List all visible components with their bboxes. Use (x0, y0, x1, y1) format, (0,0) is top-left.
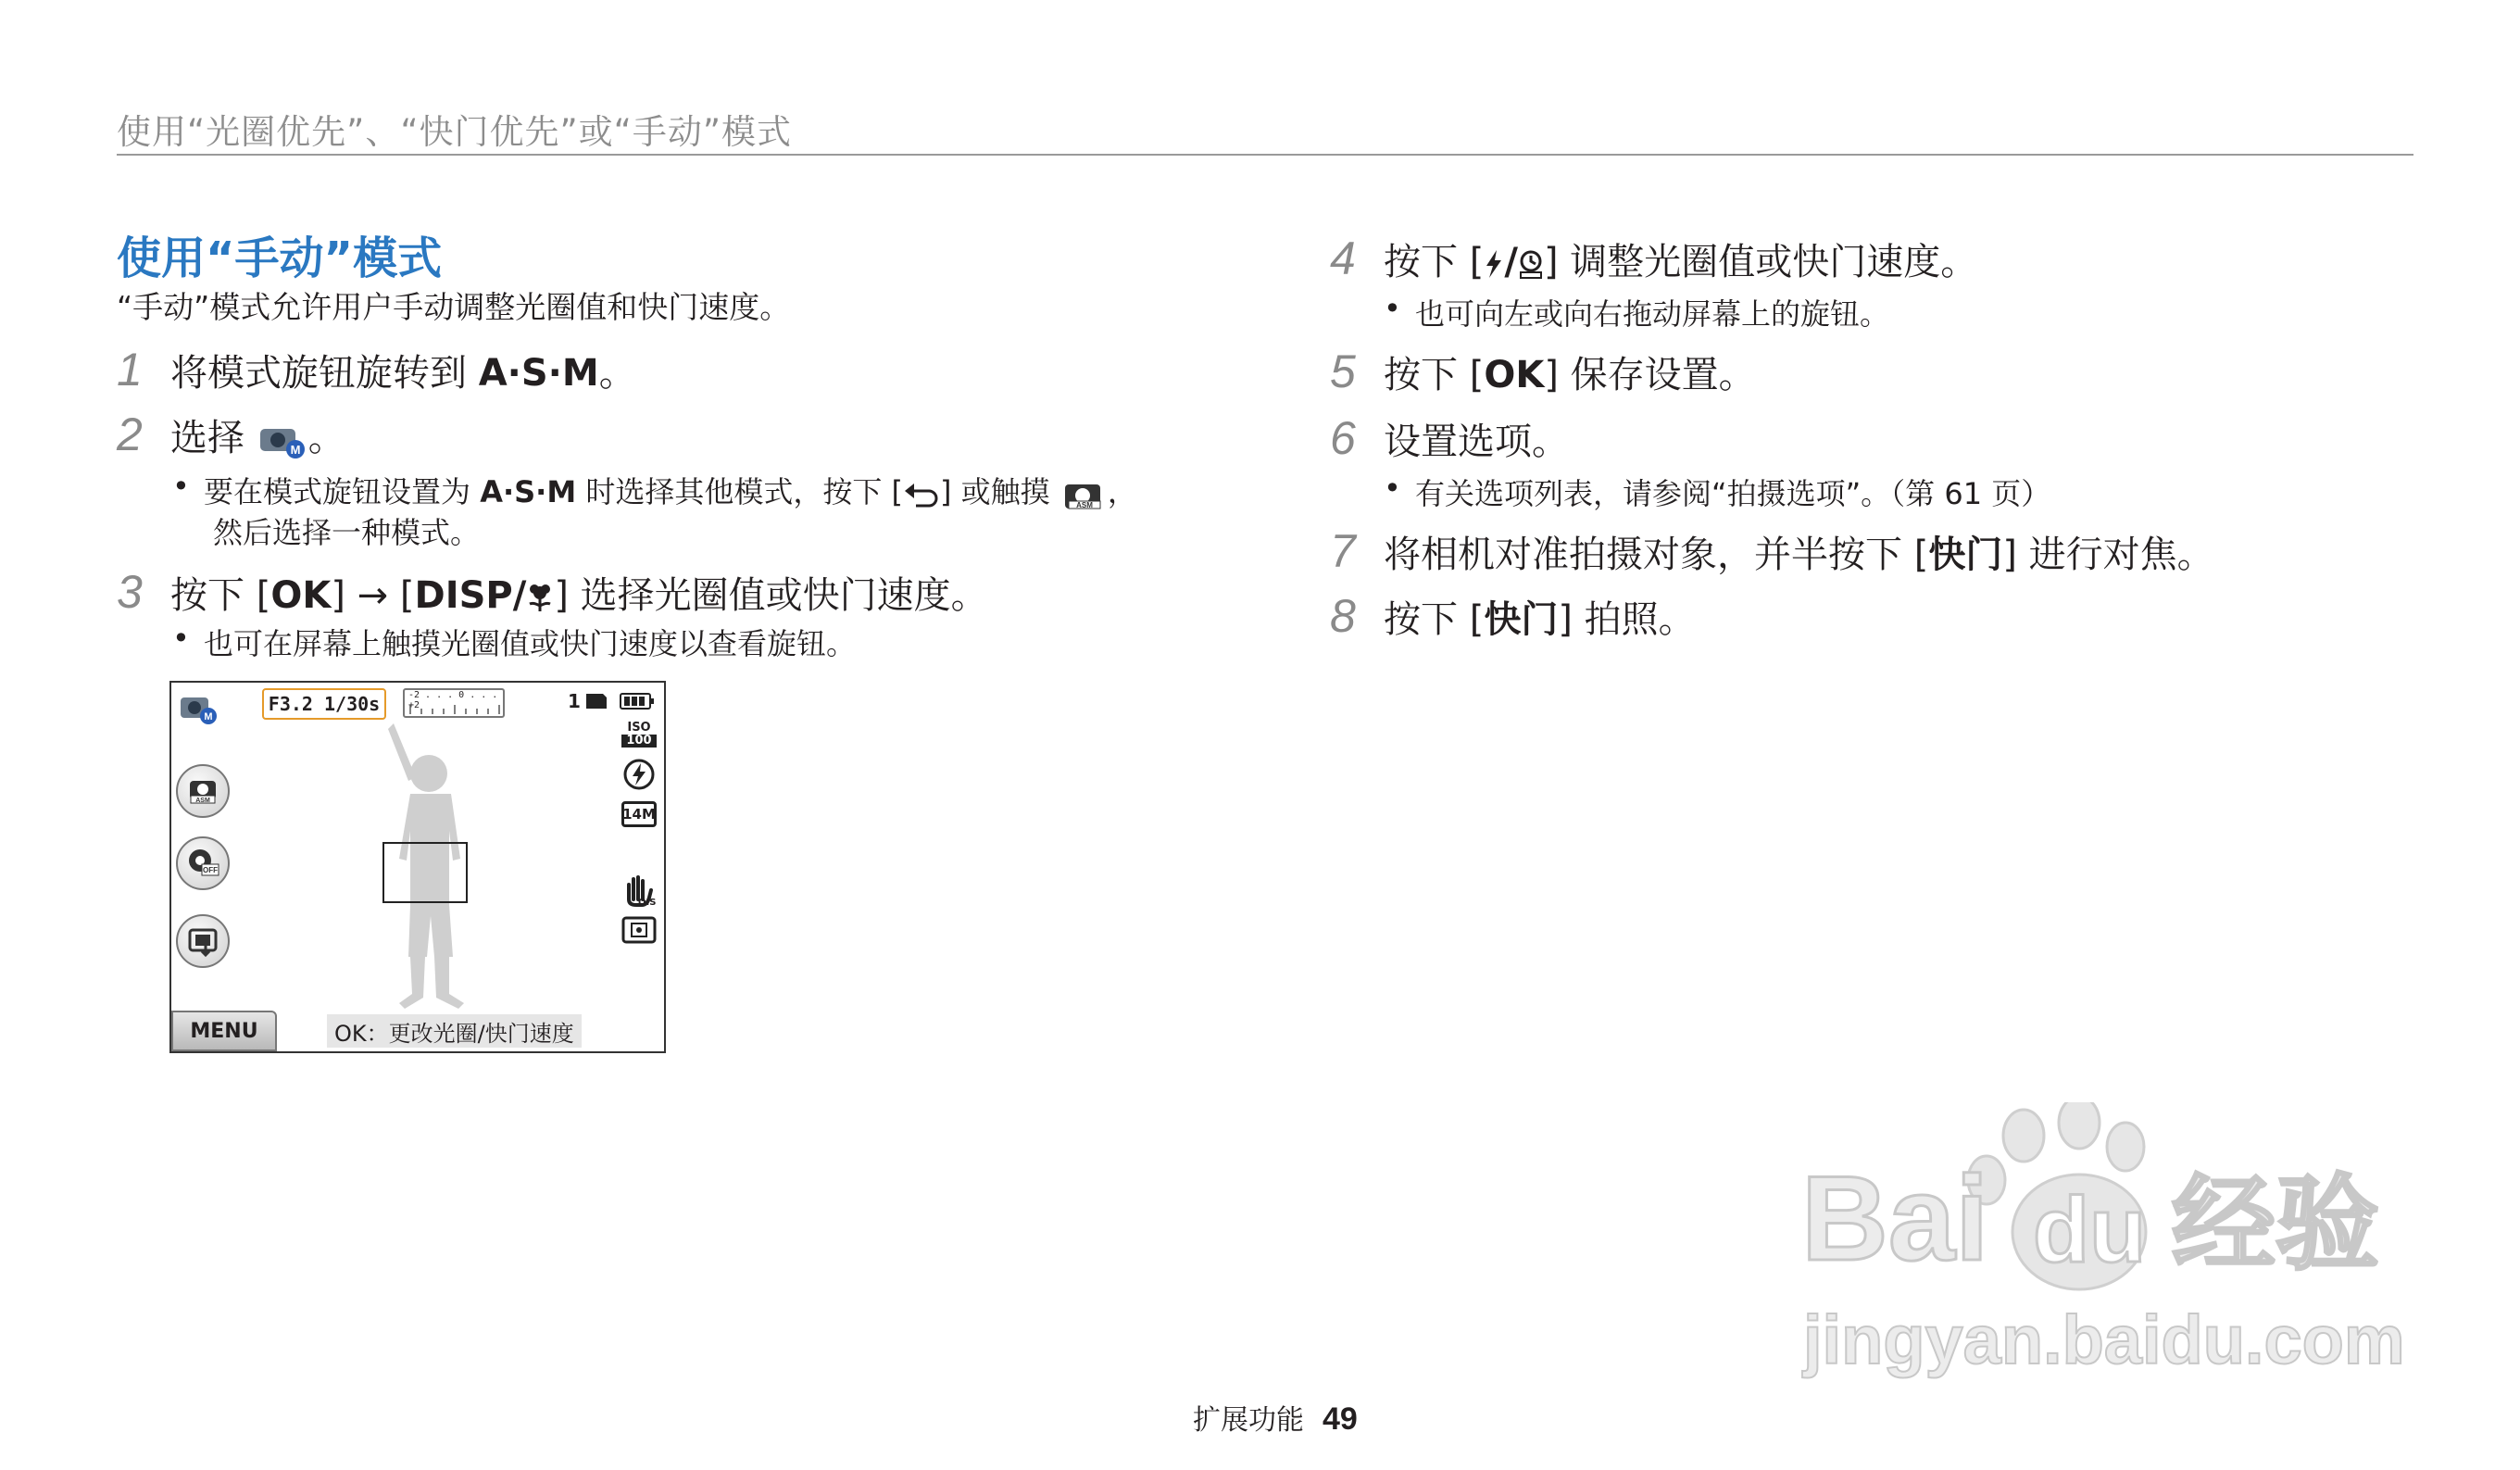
svg-text:ASM: ASM (195, 798, 210, 804)
step-number: 6 (1330, 412, 1356, 464)
step-number: 4 (1330, 232, 1356, 284)
step-4 (1330, 232, 1977, 285)
bullet-dot: • (172, 469, 190, 504)
scale-tick-marks (408, 703, 501, 716)
section-title: 使用“手动”模式 (117, 232, 443, 284)
disp-key-label: DISP/ (414, 574, 527, 617)
step-6 (1330, 411, 1569, 465)
svg-text:M: M (290, 443, 301, 457)
touch-shot-button[interactable] (176, 914, 230, 968)
camera-screen-illustration (169, 681, 666, 1053)
step-text-part: ] → [ (331, 574, 415, 617)
scale-ticks: -2 . . . 0 . . . +2 (408, 690, 498, 710)
battery-icon (620, 692, 655, 710)
step-3 (117, 565, 988, 619)
footer-section-label: 扩展功能 (1193, 1404, 1304, 1437)
bullet-text-part: 时选择其他模式，按下 [ (576, 474, 903, 509)
af-frame[interactable] (382, 842, 468, 903)
mode-asm-label: A·S·M (480, 474, 577, 509)
step-6-bullet (1384, 471, 2050, 513)
shutter-key-label: 快门 (1928, 534, 2003, 576)
step-5 (1330, 345, 1756, 398)
iso-indicator[interactable] (621, 722, 657, 748)
intro-text: “手动”模式允许用户手动调整光圈值和快门速度。 (117, 289, 791, 325)
step-text (170, 408, 345, 461)
bullet-text-part: ， (1107, 474, 1137, 509)
macro-flower-icon (526, 582, 554, 613)
step-8 (1330, 589, 1696, 643)
ok-key-label: OK (1484, 354, 1545, 396)
manual-mode-icon (179, 690, 219, 727)
step-text-part: ] 保存设置。 (1544, 354, 1756, 396)
step-3-bullet (172, 621, 856, 663)
photo-size-indicator[interactable]: 14M (621, 801, 657, 827)
flash-icon[interactable] (623, 759, 655, 790)
step-number: 2 (117, 408, 143, 460)
step-text-part: 按下 [ (1384, 241, 1485, 283)
memory-card-icon (584, 692, 608, 710)
bullet-text-part: 要在模式旋钮设置为 (204, 474, 481, 509)
step-text (1384, 232, 1977, 285)
svg-text:OFF: OFF (203, 866, 218, 874)
step-text (1384, 525, 2214, 578)
step-text: 设置选项。 (1384, 421, 1569, 463)
step-number: 3 (117, 566, 143, 618)
watermark-du: du (2033, 1178, 2147, 1282)
bullet-text: 然后选择一种模式。 (213, 515, 481, 550)
iso-label: ISO (627, 721, 651, 735)
exposure-readout[interactable]: F3.2 1/30s (262, 688, 386, 720)
shots-remaining: 1 (568, 690, 581, 712)
step-text-part: 按下 [ (1384, 354, 1485, 396)
scene-mode-icon (1059, 475, 1108, 512)
ok-hint: OK：更改光圈/快门速度 (327, 1014, 582, 1048)
step-text-part: ] 调整光圈值或快门速度。 (1543, 241, 1978, 283)
baidu-watermark (1801, 1102, 2413, 1389)
step-text (1384, 346, 1756, 398)
step-text-part: 选择 (170, 417, 257, 459)
bullet-dot: • (1384, 471, 1401, 506)
back-arrow-icon (903, 480, 940, 508)
step-2-bullet-line-2 (213, 509, 480, 552)
step-number: 1 (117, 344, 143, 396)
filter-off-icon (178, 838, 228, 888)
bullet-dot: • (1384, 291, 1401, 326)
step-2-bullet-1 (172, 469, 1137, 512)
step-text-part: 。 (598, 352, 636, 395)
timer-key-icon (1518, 248, 1544, 280)
header-divider (117, 154, 2413, 156)
bullet-text: 也可向左或向右拖动屏幕上的旋钮。 (1415, 296, 1890, 332)
scene-mode-icon (178, 766, 228, 816)
step-4-bullet (1384, 291, 1889, 333)
ois-label: OIS (638, 898, 657, 908)
step-2 (117, 408, 345, 461)
smart-filter-off-button[interactable] (176, 836, 230, 890)
page-number: 49 (1323, 1401, 1358, 1437)
ok-key-label: OK (270, 574, 332, 617)
shutter-key-label: 快门 (1484, 598, 1559, 641)
scene-mode-button[interactable] (176, 764, 230, 818)
running-head: 使用“光圈优先”、“快门优先”或“手动”模式 (117, 112, 793, 152)
svg-text:M: M (204, 711, 213, 722)
bullet-text (204, 469, 1137, 512)
step-text-part: ] 进行对焦。 (2002, 534, 2214, 576)
bullet-text: 有关选项列表，请参阅“拍摄选项”。（第 61 页） (1415, 476, 2051, 511)
step-1 (117, 343, 636, 396)
bullet-text-part: ] 或触摸 (940, 474, 1059, 509)
exposure-scale (403, 688, 505, 718)
watermark-brand: Bai (1801, 1150, 1989, 1286)
key-separator: / (1504, 241, 1518, 283)
step-number: 8 (1330, 590, 1356, 642)
step-number: 5 (1330, 346, 1356, 397)
menu-button[interactable]: MENU (171, 1011, 277, 1051)
watermark-url: jingyan.baidu.com (1803, 1301, 2405, 1378)
page-footer (1193, 1397, 1358, 1438)
step-text-part: 将相机对准拍摄对象，并半按下 [ (1384, 534, 1929, 576)
metering-icon[interactable] (621, 916, 657, 944)
bullet-dot: • (172, 621, 190, 656)
step-text-part: 将模式旋钮旋转到 (170, 352, 479, 395)
step-text (170, 566, 988, 619)
touch-shot-icon (178, 916, 228, 966)
svg-text:ASM: ASM (1075, 501, 1093, 509)
step-text-part: ] 选择光圈值或快门速度。 (554, 574, 988, 617)
mode-asm-label: A·S·M (478, 352, 599, 395)
manual-camera-icon (257, 420, 308, 460)
step-number: 7 (1330, 525, 1356, 577)
step-text (1384, 590, 1696, 643)
flash-key-icon (1484, 248, 1504, 280)
step-text (170, 344, 636, 396)
baidu-paw-logo (1801, 1102, 2413, 1389)
iso-value: 100 (621, 735, 657, 748)
watermark-cn: 经验 (2172, 1164, 2379, 1285)
step-text-part: 按下 [ (1384, 598, 1485, 641)
bullet-text: 也可在屏幕上触摸光圈值或快门速度以查看旋钮。 (204, 626, 857, 661)
step-text-part: 按下 [ (170, 574, 271, 617)
step-7 (1330, 524, 2214, 578)
step-text-part: ] 拍照。 (1558, 598, 1696, 641)
step-text-part: 。 (307, 417, 345, 459)
